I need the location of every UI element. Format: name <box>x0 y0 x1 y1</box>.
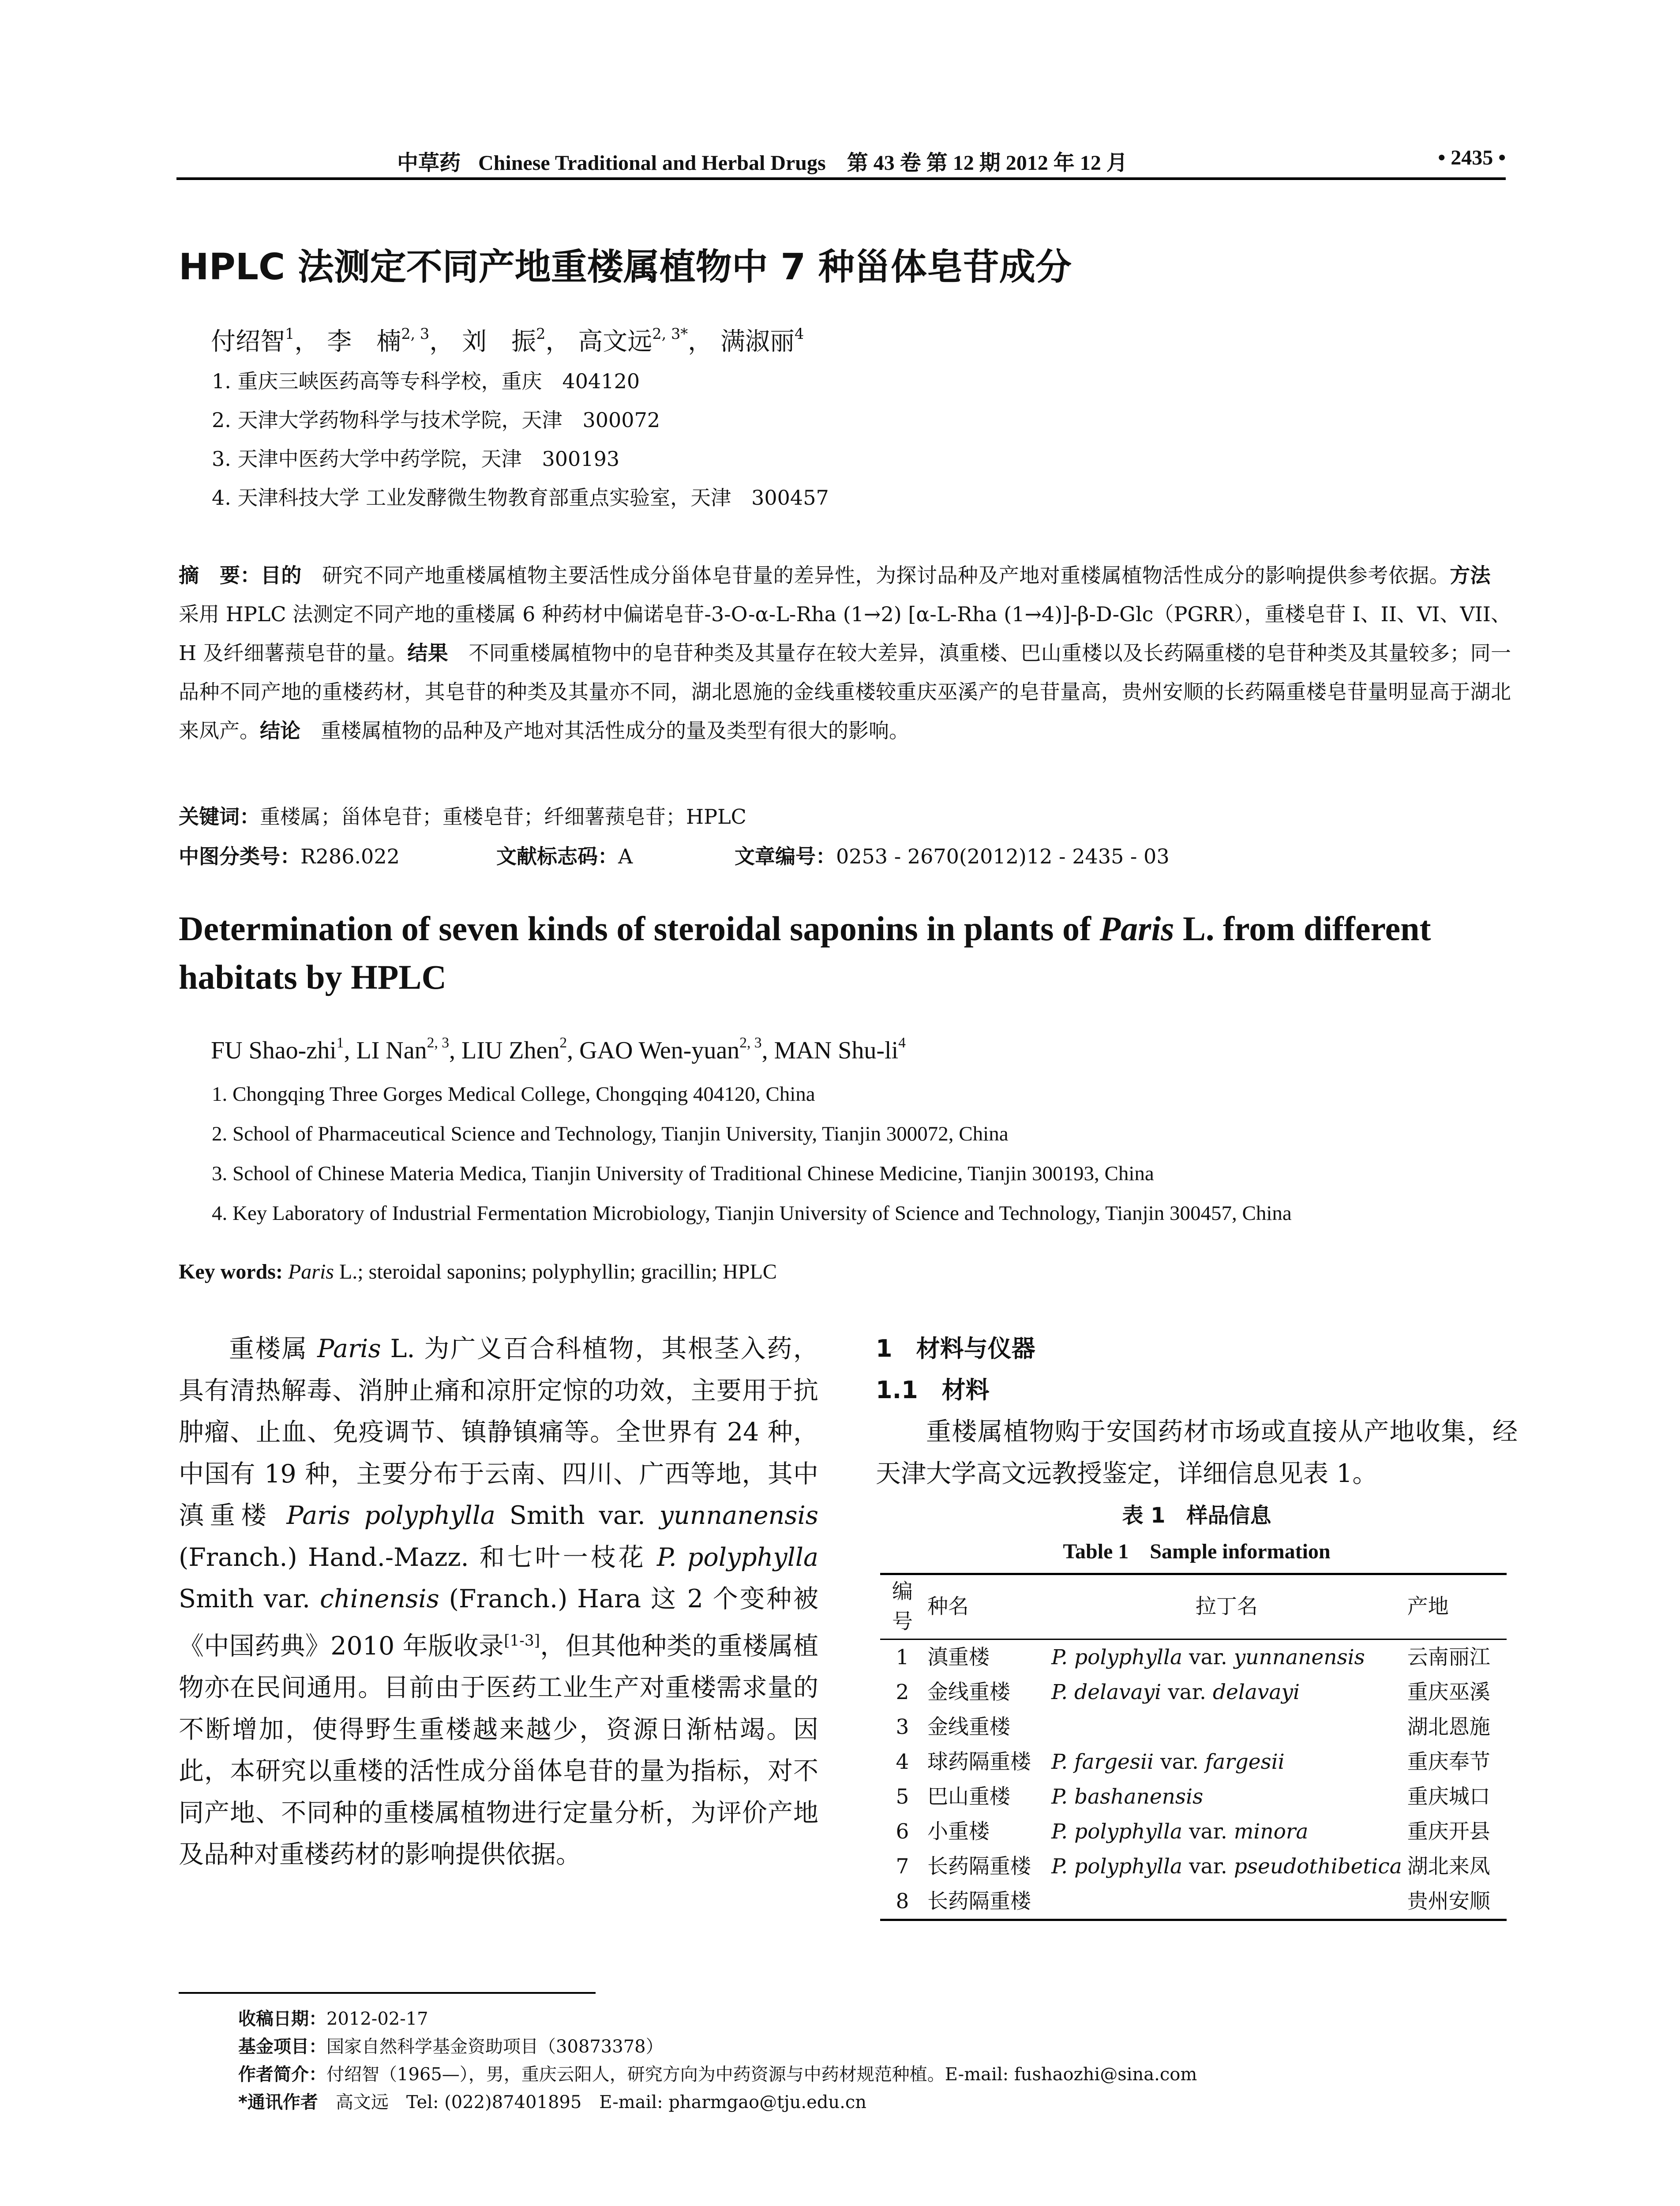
journal-en-name: Chinese Traditional and Herbal Drugs <box>478 151 826 175</box>
keywords-en-text: L.; steroidal saponins; polyphyllin; gracillin; HPLC <box>334 1260 777 1283</box>
intro-italic: chinensis <box>319 1584 439 1613</box>
latin-var-word: var. <box>1182 1645 1234 1670</box>
keywords-en-label: Key words: <box>179 1260 283 1283</box>
cell-name: 小重楼 <box>927 1820 990 1844</box>
title-en <box>179 904 1524 1002</box>
cell-no: 6 <box>896 1820 909 1844</box>
latin-variety: fargesii <box>1205 1750 1285 1774</box>
cell-origin: 重庆奉节 <box>1407 1750 1490 1774</box>
cell-name: 巴山重楼 <box>927 1785 1010 1809</box>
author-en: MAN Shu-li <box>774 1037 899 1065</box>
latin-variety: delavayi <box>1212 1680 1300 1704</box>
journal-line <box>397 146 1128 176</box>
latin-variety: pseudothibetica <box>1234 1854 1402 1879</box>
conclusion-label: 结论 <box>260 719 300 743</box>
keywords-cn-label: 关键词： <box>179 805 260 829</box>
cell-no: 1 <box>896 1645 909 1670</box>
table-row <box>880 1884 1507 1920</box>
cell-latin <box>1049 1779 1405 1814</box>
table-row <box>880 1639 1507 1675</box>
fund-label: 基金项目： <box>238 2037 326 2057</box>
cell-name: 球药隔重楼 <box>927 1750 1031 1774</box>
citation: [1-3] <box>504 1632 540 1650</box>
running-header <box>176 142 1506 180</box>
method-label: 方法 <box>1450 563 1491 587</box>
author-en: LIU Zhen <box>461 1037 560 1065</box>
author-cn: 高文远 <box>578 327 652 356</box>
latin-variety: minora <box>1234 1820 1309 1844</box>
cell-origin: 重庆开县 <box>1407 1820 1490 1844</box>
cell-no: 3 <box>896 1715 909 1739</box>
cell-no: 8 <box>880 1884 925 1920</box>
affiliation-cn: 3. 天津中医药大学中药学院，天津 300193 <box>212 447 620 471</box>
cell-origin: 重庆巫溪 <box>1407 1680 1490 1704</box>
latin-var-word: var. <box>1182 1854 1234 1879</box>
corr-label: *通讯作者 <box>238 2092 318 2112</box>
intro-paragraph <box>179 1328 818 1876</box>
latin-species: P. polyphylla <box>1051 1820 1183 1844</box>
footnote-fund <box>238 2033 1197 2061</box>
cell-no: 5 <box>896 1785 909 1809</box>
cell-no: 2 <box>896 1680 909 1704</box>
doc-code-group <box>496 840 735 870</box>
intro-text: (Franch.) Hara 这 2 个变种被《中国药典》2010 年版收录 <box>179 1584 818 1661</box>
authors-en: FU Shao-zhi$^1$, LI Nan$^{2, 3}$, LIU Zhen$^2$, GAO Wen-yuan$^{2, 3}$, MAN Shu-$li^4$ <box>211 1035 906 1065</box>
cell-name: 金线重楼 <box>927 1680 1010 1704</box>
section-heading: 1 材料与仪器 <box>876 1335 1035 1362</box>
table-row <box>880 1814 1507 1849</box>
cell-latin <box>1049 1884 1405 1920</box>
author-en: GAO Wen-yuan <box>579 1037 740 1065</box>
article-no-group <box>735 840 1170 870</box>
intro-italic: P. polyphylla <box>656 1542 818 1572</box>
author-cn: 李 楠 <box>327 327 401 356</box>
cell-no: 7 <box>896 1854 909 1879</box>
author-cn: 满淑丽 <box>720 327 795 356</box>
keywords-cn <box>179 801 746 830</box>
cell-origin: 湖北恩施 <box>1407 1715 1490 1739</box>
page-number: • 2435 • <box>1438 146 1506 169</box>
keywords-en <box>179 1260 777 1284</box>
author-sup: 4 <box>898 1035 906 1051</box>
bio-label: 作者简介： <box>238 2064 326 2085</box>
cell-no: 4 <box>896 1750 909 1774</box>
affiliation-cn: 2. 天津大学药物科学与技术学院，天津 300072 <box>212 408 660 432</box>
footnotes <box>238 2005 1197 2116</box>
author-cn: 付绍智 <box>211 327 285 356</box>
cell-latin <box>1049 1745 1405 1779</box>
keywords-en-italic: Paris <box>288 1260 334 1283</box>
latin-var-word: var. <box>1161 1680 1213 1704</box>
authors-cn: 付绍智$^1$， 李 楠$^{2, 3}$， 刘 振$^2$， 高文远$^{2, 3*}$， 满淑丽$^4$ <box>211 325 804 356</box>
author-en: FU Shao-zhi <box>211 1037 337 1065</box>
intro-text: Smith var. <box>495 1501 660 1530</box>
methods-column <box>876 1328 1518 1921</box>
cell-name: 长药隔重楼 <box>927 1854 1031 1879</box>
author-sup: 2 <box>536 325 546 342</box>
intro-column <box>179 1328 818 1876</box>
cell-name: 滇重楼 <box>927 1645 990 1670</box>
author-sup: 1 <box>285 325 295 342</box>
abstract-cn <box>179 556 1511 750</box>
table-header-row <box>880 1574 1507 1639</box>
affiliation-cn: 4. 天津科技大学 工业发酵微生物教育部重点实验室，天津 300457 <box>212 486 829 510</box>
intro-italic: Paris <box>317 1334 381 1363</box>
clc-label: 中图分类号： <box>179 844 300 868</box>
latin-species: P. delavayi <box>1051 1680 1162 1704</box>
col-header-latin: 拉丁名 <box>1049 1574 1405 1639</box>
result-text: 不同重楼属植物中的皂苷种类及其量存在较大差异，滇重楼、巴山重楼以及长药隔重楼的皂苷种类及其量较多；同一品种不同产地的重楼药材，其皂苷的种类及其量亦不同，湖北恩施的金线重楼较重庆巫溪产的皂苷量高，贵州安顺的长药隔重楼皂苷量明显高于湖北来凤产。 <box>179 641 1511 743</box>
received-date: 2012-02-17 <box>326 2009 428 2029</box>
clc-group <box>179 840 496 870</box>
latin-species: P. polyphylla <box>1051 1854 1183 1879</box>
cell-latin <box>1049 1639 1405 1675</box>
latin-var-word: var. <box>1182 1820 1234 1844</box>
bio-text: 付绍智（1965—），男，重庆云阳人，研究方向为中药资源与中药材规范种植。E-mail: fushaozhi@sina.com <box>326 2064 1197 2085</box>
intro-italic: yunnanensis <box>659 1501 818 1530</box>
subsection-heading: 1.1 材料 <box>876 1376 990 1404</box>
latin-species: P. fargesii <box>1051 1750 1154 1774</box>
article-no-value: 0253 - 2670(2012)12 - 2435 - 03 <box>836 844 1170 868</box>
latin-species: P. bashanensis <box>1051 1785 1204 1809</box>
affiliation-en: 4. Key Laboratory of Industrial Fermentation Microbiology, Tianjin University of Science and Technology, Tianjin 300457, China <box>212 1202 1292 1225</box>
affiliation-en: 3. School of Chinese Materia Medica, Tianjin University of Traditional Chinese Medicine, Tianjin 300193, China <box>212 1162 1154 1185</box>
author-sup: 1 <box>336 1035 344 1051</box>
table-row <box>880 1710 1507 1745</box>
title-en-italic: Paris <box>1099 909 1174 948</box>
cell-name: 金线重楼 <box>927 1715 1010 1739</box>
abstract-label: 摘 要： <box>179 563 261 587</box>
author-en: LI Nan <box>356 1037 427 1065</box>
author-sup: 2, 3 <box>739 1035 762 1051</box>
doc-code-value: A <box>618 844 633 868</box>
cell-latin <box>1049 1814 1405 1849</box>
objective-label: 目的 <box>260 563 302 587</box>
latin-species: P. polyphylla <box>1051 1645 1183 1670</box>
affiliations-cn <box>212 362 829 517</box>
cell-origin: 重庆城口 <box>1407 1785 1490 1809</box>
author-sup: 4 <box>794 325 804 342</box>
objective-text: 研究不同产地重楼属植物主要活性成分甾体皂苷量的差异性，为探讨品种及产地对重楼属植物活性成分的影响提供参考依据。 <box>301 563 1450 587</box>
cell-name: 长药隔重楼 <box>925 1884 1049 1920</box>
corr-text: 高文远 Tel: (022)87401895 E-mail: pharmgao@tju.edu.cn <box>318 2092 866 2112</box>
cell-origin: 湖北来凤 <box>1407 1854 1490 1879</box>
table-caption-cn: 表 1 样品信息 <box>1122 1503 1271 1528</box>
intro-text: ，但其他种类的重楼属植物亦在民间通用。目前由于医药工业生产对重楼需求量的不断增加，使得野生重楼越来越少，资源日渐枯竭。因此，本研究以重楼的活性成分甾体皂苷的量为指标，对不同产地、不同种的重楼属植物进行定量分析，为评价产地及品种对重楼药材的影响提供依据。 <box>179 1631 818 1869</box>
latin-var-word: var. <box>1154 1750 1205 1774</box>
intro-text: L. 为广义百合科植物，其根茎入药，具有清热解毒、消肿止痛和凉肝定惊的功效，主要用于抗肿瘤、止血、免疫调节、镇静镇痛等。全世界有 24 种，中国有 19 种，主要分布于云南、四川、广西等地，其中滇重楼 <box>179 1334 818 1530</box>
fund-text: 国家自然科学基金资助项目（30873378） <box>326 2037 664 2057</box>
affiliation-en: 1. Chongqing Three Gorges Medical College, Chongqing 404120, China <box>212 1083 815 1106</box>
cell-latin <box>1049 1710 1405 1745</box>
affiliations-en <box>212 1074 1292 1233</box>
cell-origin: 云南丽江 <box>1407 1645 1490 1670</box>
latin-variety: yunnanensis <box>1234 1645 1365 1670</box>
table-caption-en: Table 1 Sample information <box>1063 1540 1331 1563</box>
clc-value: R286.022 <box>300 844 400 868</box>
title-en-part2: L. from different habitats by HPLC <box>179 909 1431 996</box>
title-en-part1: Determination of seven kinds of steroidal saponins in plants of <box>179 909 1100 948</box>
table-row <box>880 1675 1507 1710</box>
col-header-no: 编号 <box>880 1574 925 1639</box>
footnote-bio <box>238 2061 1197 2089</box>
result-label: 结果 <box>407 641 449 665</box>
title-cn: HPLC 法测定不同产地重楼属植物中 7 种甾体皂苷成分 <box>179 246 1072 288</box>
affiliation-cn: 1. 重庆三峡医药高等专科学校，重庆 404120 <box>212 369 640 393</box>
author-sup: 2, 3 <box>401 325 430 342</box>
sample-table <box>880 1573 1507 1921</box>
author-sup: 2 <box>559 1035 567 1051</box>
intro-italic: Paris polyphylla <box>286 1501 495 1530</box>
cell-origin: 贵州安顺 <box>1405 1884 1507 1920</box>
doc-code-label: 文献标志码： <box>496 844 618 868</box>
table-row <box>880 1779 1507 1814</box>
conclusion-text: 重楼属植物的品种及产地对其活性成分的量及类型有很大的影响。 <box>300 719 909 743</box>
author-sup: 2, 3* <box>652 325 688 342</box>
classification-line <box>179 840 1170 870</box>
journal-cn-name: 中草药 <box>397 150 461 175</box>
intro-text: Smith var. <box>179 1584 320 1613</box>
col-header-name: 种名 <box>925 1574 1049 1639</box>
author-sup: 2, 3 <box>427 1035 449 1051</box>
intro-text: 重楼属 <box>229 1334 318 1363</box>
materials-paragraph: 重楼属植物购于安国药材市场或直接从产地收集，经天津大学高文远教授鉴定，详细信息见表 1。 <box>876 1417 1518 1488</box>
intro-text: (Franch.) Hand.-Mazz. 和七叶一枝花 <box>179 1542 657 1572</box>
col-header-origin: 产地 <box>1405 1574 1507 1639</box>
affiliation-en: 2. School of Pharmaceutical Science and Technology, Tianjin University, Tianjin 300072, China <box>212 1122 1009 1145</box>
footnote-divider <box>179 1992 596 1994</box>
keywords-cn-text: 重楼属；甾体皂苷；重楼皂苷；纤细薯蓣皂苷；HPLC <box>260 805 746 829</box>
author-cn: 刘 振 <box>462 327 536 356</box>
table-row <box>880 1745 1507 1779</box>
received-label: 收稿日期： <box>238 2009 326 2029</box>
method-text: 采用 HPLC 法测定不同产地的重楼属 6 种药材中偏诺皂苷-3-O-α-L-Rha (1→2) [α-L-Rha (1→4)]-β-D-Glc（PGRR），重楼皂苷 I、II、VI、VII、H 及纤细薯蓣皂苷的量。 <box>179 563 1511 665</box>
cell-latin <box>1049 1849 1405 1884</box>
table-row <box>880 1849 1507 1884</box>
footnote-received <box>238 2005 1197 2033</box>
footnote-corresponding <box>238 2089 1197 2116</box>
article-no-label: 文章编号： <box>735 844 836 868</box>
journal-issue: 第 43 卷 第 12 期 2012 年 12 月 <box>847 151 1128 175</box>
cell-latin <box>1049 1675 1405 1710</box>
